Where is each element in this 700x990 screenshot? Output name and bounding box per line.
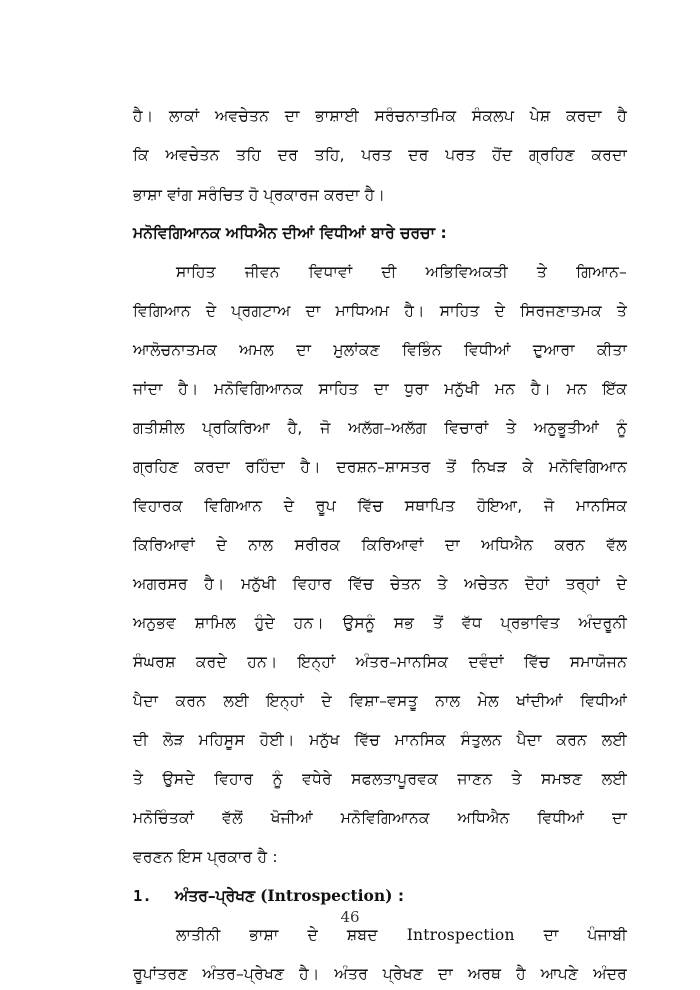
subsection-number: 1. [133, 887, 152, 905]
text-line: ਵਿਹਾਰਕ ਵਿਗਿਆਨ ਦੇ ਰੂਪ ਵਿੱਚ ਸਥਾਪਿਤ ਹੋਇਆ, ਜੋ ਮਾਨਸਿਕ [133, 497, 627, 515]
section-heading: ਮਨੋਵਿਗਿਆਨਕ ਅਧਿਐਨ ਦੀਆਂ ਵਿਧੀਆਂ ਬਾਰੇ ਚਰਚਾ : [133, 224, 447, 242]
text-line: ਆਲੋਚਨਾਤਮਕ ਅਮਲ ਦਾ ਮੁਲਾਂਕਣ ਵਿਭਿੰਨ ਵਿਧੀਆਂ ਦੁਆਰਾ ਕੀਤਾ [133, 341, 627, 359]
text-line: ਦੀ ਲੋੜ ਮਹਿਸੂਸ ਹੋਈ। ਮਨੁੱਖ ਵਿੱਚ ਮਾਨਸਿਕ ਸੰਤੁਲਨ ਪੈਦਾ ਕਰਨ ਲਈ [133, 731, 627, 749]
text-fragment-latin: Introspection [406, 926, 515, 944]
text-line: ਰੂਪਾਂਤਰਣ ਅੰਤਰ–ਪ੍ਰੇਖਣ ਹੈ। ਅੰਤਰ ਪ੍ਰੇਖਣ ਦਾ ਅਰਥ ਹੈ ਆਪਣੇ ਅੰਦਰ [133, 965, 627, 983]
text-line: ਗਤੀਸ਼ੀਲ ਪ੍ਰਕਿਰਿਆ ਹੈ, ਜੋ ਅਲੱਗ–ਅਲੱਗ ਵਿਚਾਰਾਂ ਤੇ ਅਨੁਭੂਤੀਆਂ ਨੂੰ [133, 419, 627, 437]
text-line: ਪੈਦਾ ਕਰਨ ਲਈ ਇਨ੍ਹਾਂ ਦੇ ਵਿਸ਼ਾ–ਵਸਤੂ ਨਾਲ ਮੇਲ ਖਾਂਦੀਆਂ ਵਿਧੀਆਂ [133, 692, 627, 710]
text-line: ਹੈ। ਲਾਕਾਂ ਅਵਚੇਤਨ ਦਾ ਭਾਸ਼ਾਈ ਸਰੰਚਨਾਤਮਿਕ ਸੰਕਲਪ ਪੇਸ਼ ਕਰਦਾ ਹੈ [133, 107, 627, 125]
text-line: ਅਨੁਭਵ ਸ਼ਾਮਿਲ ਹੁੰਦੇ ਹਨ। ਉਸਨੂੰ ਸਭ ਤੋਂ ਵੱਧ ਪ੍ਰਭਾਵਿਤ ਅੰਦਰੂਨੀ [133, 614, 628, 632]
text-line: ਕਿ ਅਵਚੇਤਨ ਤਹਿ ਦਰ ਤਹਿ, ਪਰਤ ਦਰ ਪਰਤ ਹੋਂਦ ਗ੍ਰਹਿਣ ਕਰਦਾ [133, 146, 627, 164]
subsection-title: ਅੰਤਰ–ਪ੍ਰੇਖਣ [175, 887, 256, 905]
subsection-title-latin: (Introspection) [260, 886, 393, 905]
text-line: ਵਰਣਨ ਇਸ ਪ੍ਰਕਾਰ ਹੈ : [133, 848, 278, 866]
text-fragment: ਦਾ ਪੰਜਾਬੀ [543, 926, 627, 944]
text-line: ਮਨੋਚਿੰਤਕਾਂ ਵੱਲੋਂ ਖੋਜੀਆਂ ਮਨੋਵਿਗਿਆਨਕ ਅਧਿਐਨ ਵਿਧੀਆਂ ਦਾ [133, 809, 627, 827]
text-fragment: ਲਾਤੀਨੀ ਭਾਸ਼ਾ ਦੇ ਸ਼ਬਦ [176, 926, 378, 944]
text-line: ਗ੍ਰਹਿਣ ਕਰਦਾ ਰਹਿੰਦਾ ਹੈ। ਦਰਸ਼ਨ–ਸ਼ਾਸਤਰ ਤੋਂ ਨਿਖੜ ਕੇ ਮਨੋਵਿਗਿਆਨ [133, 458, 627, 476]
text-line: ਸੰਘਰਸ਼ ਕਰਦੇ ਹਨ। ਇਨ੍ਹਾਂ ਅੰਤਰ–ਮਾਨਸਿਕ ਦਵੰਦਾਂ ਵਿੱਚ ਸਮਾਯੋਜਨ [133, 653, 627, 671]
page-number: 46 [340, 908, 360, 926]
text-line: ਜਾਂਦਾ ਹੈ। ਮਨੋਵਿਗਿਆਨਕ ਸਾਹਿਤ ਦਾ ਧੁਰਾ ਮਨੁੱਖੀ ਮਨ ਹੈ। ਮਨ ਇੱਕ [133, 380, 627, 398]
text-line: ਵਿਗਿਆਨ ਦੇ ਪ੍ਰਗਟਾਅ ਦਾ ਮਾਧਿਅਮ ਹੈ। ਸਾਹਿਤ ਦੇ ਸਿਰਜਣਾਤਮਕ ਤੇ [133, 302, 627, 320]
text-line: ਅਗਰਸਰ ਹੈ। ਮਨੁੱਖੀ ਵਿਹਾਰ ਵਿੱਚ ਚੇਤਨ ਤੇ ਅਚੇਤਨ ਦੋਹਾਂ ਤਰ੍ਹਾਂ ਦੇ [133, 575, 627, 593]
subsection-title-suffix: : [392, 887, 405, 905]
subsection-heading [133, 881, 404, 911]
text-line: ਸਾਹਿਤ ਜੀਵਨ ਵਿਧਾਵਾਂ ਦੀ ਅਭਿਵਿਅਕਤੀ ਤੇ ਗਿਆਨ– [176, 263, 627, 281]
text-line: ਕਿਰਿਆਵਾਂ ਦੇ ਨਾਲ ਸਰੀਰਕ ਕਿਰਿਆਵਾਂ ਦਾ ਅਧਿਐਨ ਕਰਨ ਵੱਲ [133, 536, 627, 554]
text-line: ਤੇ ਉਸਦੇ ਵਿਹਾਰ ਨੂੰ ਵਧੇਰੇ ਸਫਲਤਾਪੂਰਵਕ ਜਾਣਨ ਤੇ ਸਮਝਣ ਲਈ [133, 770, 627, 788]
text-line: ਭਾਸ਼ਾ ਵਾਂਗ ਸਰੰਚਿਤ ਹੋ ਪ੍ਰਕਾਰਜ ਕਰਦਾ ਹੈ। [133, 186, 386, 204]
